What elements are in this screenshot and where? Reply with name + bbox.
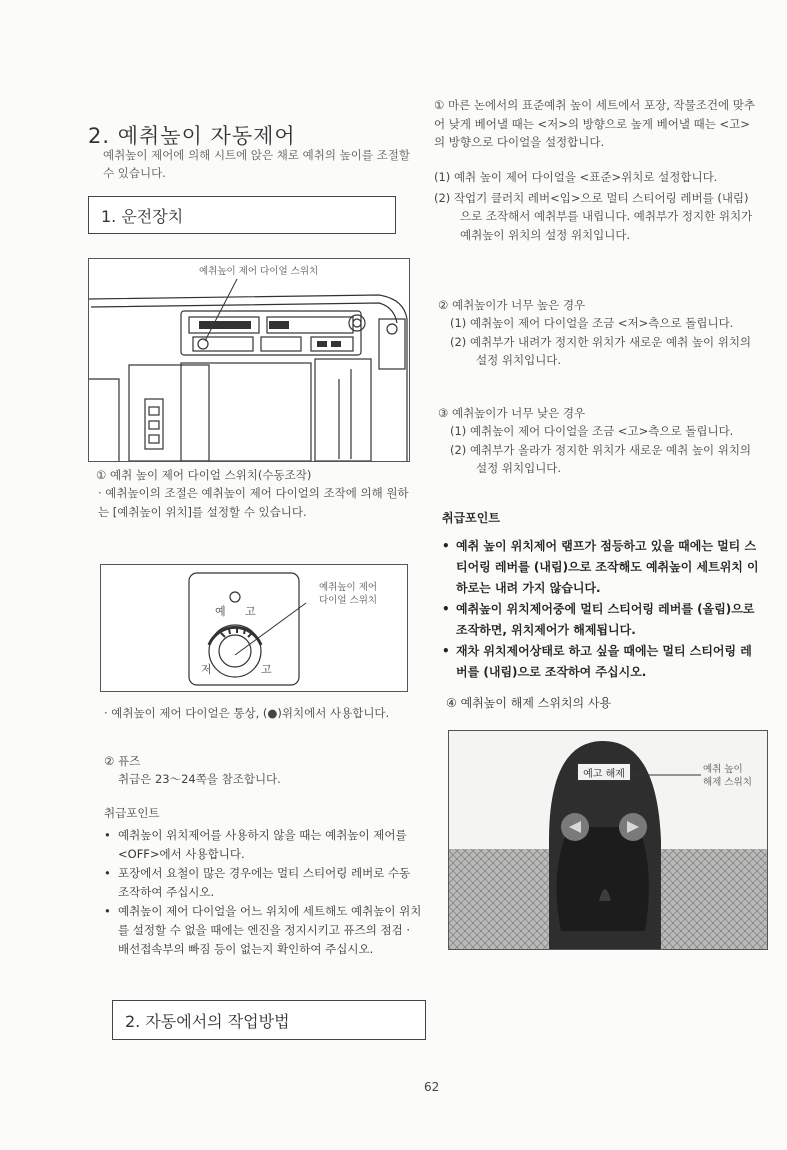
right-item3-step: (2) 예취부가 올라가 정지한 위치가 새로운 예취 높이 위치의 설정 위치입니다. xyxy=(450,442,752,475)
right-item2-step: (2) 예취부가 내려가 정지한 위치가 새로운 예취 높이 위치의 설정 위치입니다. xyxy=(450,334,752,367)
right-item2-title: ② 예취높이가 너무 높은 경우 xyxy=(438,298,586,312)
release-switch-photo xyxy=(448,730,768,950)
left-point-item: • 예취높이 제어 다이얼을 어느 위치에 세트해도 예취높이 위치를 설정할 수 없을 때에는 엔진을 정지시키고 퓨즈의 점검 · 배선접속부의 빠짐 등이 없는지 확인하여 주십시오. xyxy=(104,902,422,959)
dial-label-go-top: 고 xyxy=(245,605,256,618)
release-callout-line1: 예취 높이 xyxy=(703,764,743,775)
section-title-operating-device xyxy=(88,196,396,234)
page-intro: 예취높이 제어에 의해 시트에 앉은 채로 예취의 높이를 조절할 수 있습니다. xyxy=(103,148,410,180)
right-item2-step: (1) 예취높이 제어 다이얼을 조금 <저>측으로 돌립니다. xyxy=(450,316,734,330)
item2-title: ② 퓨즈 xyxy=(104,754,141,768)
left-point-item: • 예취높이 위치제어를 사용하지 않을 때는 예취높이 제어를 <OFF>에서 사용합니다. xyxy=(104,826,422,864)
left-point-item: • 포장에서 요철이 많은 경우에는 멀티 스티어링 레버로 수동 조작하여 주십시오. xyxy=(104,864,422,902)
dial-switch-figure xyxy=(100,564,408,692)
section-title-text: 1. 운전장치 xyxy=(101,206,184,226)
item1-title: ① 예취 높이 제어 다이얼 스위치(수동조작) xyxy=(96,468,312,482)
dial-label-go-bottom: 고 xyxy=(261,663,272,676)
right-point-item: • 재차 위치제어상태로 하고 싶을 때에는 멀티 스티어링 레버를 (내림)으로 조작하여 주십시오. xyxy=(442,641,762,683)
item2-body: 취급은 23～24쪽을 참조합니다. xyxy=(118,772,281,786)
release-switch-label: 예고 해제 xyxy=(577,763,631,781)
right-point-item: • 예취높이 위치제어중에 멀티 스티어링 레버를 (올림)으로 조작하면, 위치제어가 해제됩니다. xyxy=(442,599,762,641)
right-points-list xyxy=(442,536,762,683)
dial-label-ye: 예 xyxy=(215,605,226,618)
release-switch-callout xyxy=(703,763,752,789)
control-panel-figure xyxy=(88,258,410,462)
right-item2-steps xyxy=(450,314,758,370)
dial-callout-line2: 다이얼 스위치 xyxy=(319,595,378,606)
item1-body: · 예취높이의 조절은 예취높이 제어 다이얼의 조작에 의해 원하는 [예취높이 위치]를 설정할 수 있습니다. xyxy=(98,486,409,519)
dial-switch-callout: 예취높이 제어 다이얼 스위치 xyxy=(199,266,319,277)
left-points-title: 취급포인트 xyxy=(104,806,160,820)
right-item3-steps xyxy=(450,422,758,478)
release-callout-line2: 해제 스위치 xyxy=(703,777,752,788)
left-points-list xyxy=(104,826,422,959)
right-points-title: 취급포인트 xyxy=(442,511,500,525)
page-number: 62 xyxy=(424,1080,440,1094)
right-item3-title: ③ 예취높이가 너무 낮은 경우 xyxy=(438,406,586,420)
right-item1-step: (2) 작업기 클러치 레버<입>으로 멀티 스티어링 레버를 (내림)으로 조작해서 예취부를 내립니다. 예취부가 정지한 위치가 예취높이 위치의 설정 위치입니다. xyxy=(434,190,753,242)
section-title-auto-operation xyxy=(112,1000,426,1040)
control-panel-drawing xyxy=(89,259,409,461)
right-item4-title: ④ 예취높이 해제 스위치의 사용 xyxy=(446,696,612,710)
dial-callout xyxy=(319,581,377,607)
right-point-item: • 예취 높이 위치제어 램프가 점등하고 있을 때에는 멀티 스티어링 레버를 (내림)으로 조작해도 예취높이 세트위치 이하로는 내려 가지 않습니다. xyxy=(442,536,762,599)
page-title: 2. 예취높이 자동제어 xyxy=(88,124,296,148)
right-item1-steps xyxy=(434,168,756,244)
right-item1-intro: ① 마른 논에서의 표준예취 높이 세트에서 포장, 작물조건에 맞추어 낮게 베어낼 때는 <저>의 방향으로 높게 베어낼 때는 <고>의 방향으로 다이얼을 설정합니다. xyxy=(434,98,755,149)
right-item3-step: (1) 예취높이 제어 다이얼을 조금 <고>측으로 돌립니다. xyxy=(450,424,734,438)
dial-note: · 예취높이 제어 다이얼은 통상, (●)위치에서 사용합니다. xyxy=(104,706,390,720)
right-item1-step: (1) 예취 높이 제어 다이얼을 <표준>위치로 설정합니다. xyxy=(434,170,718,184)
section-title-text: 2. 자동에서의 작업방법 xyxy=(125,1011,290,1031)
dial-callout-line1: 예취높이 제어 xyxy=(319,582,378,593)
dial-label-jeo: 저 xyxy=(201,663,212,676)
